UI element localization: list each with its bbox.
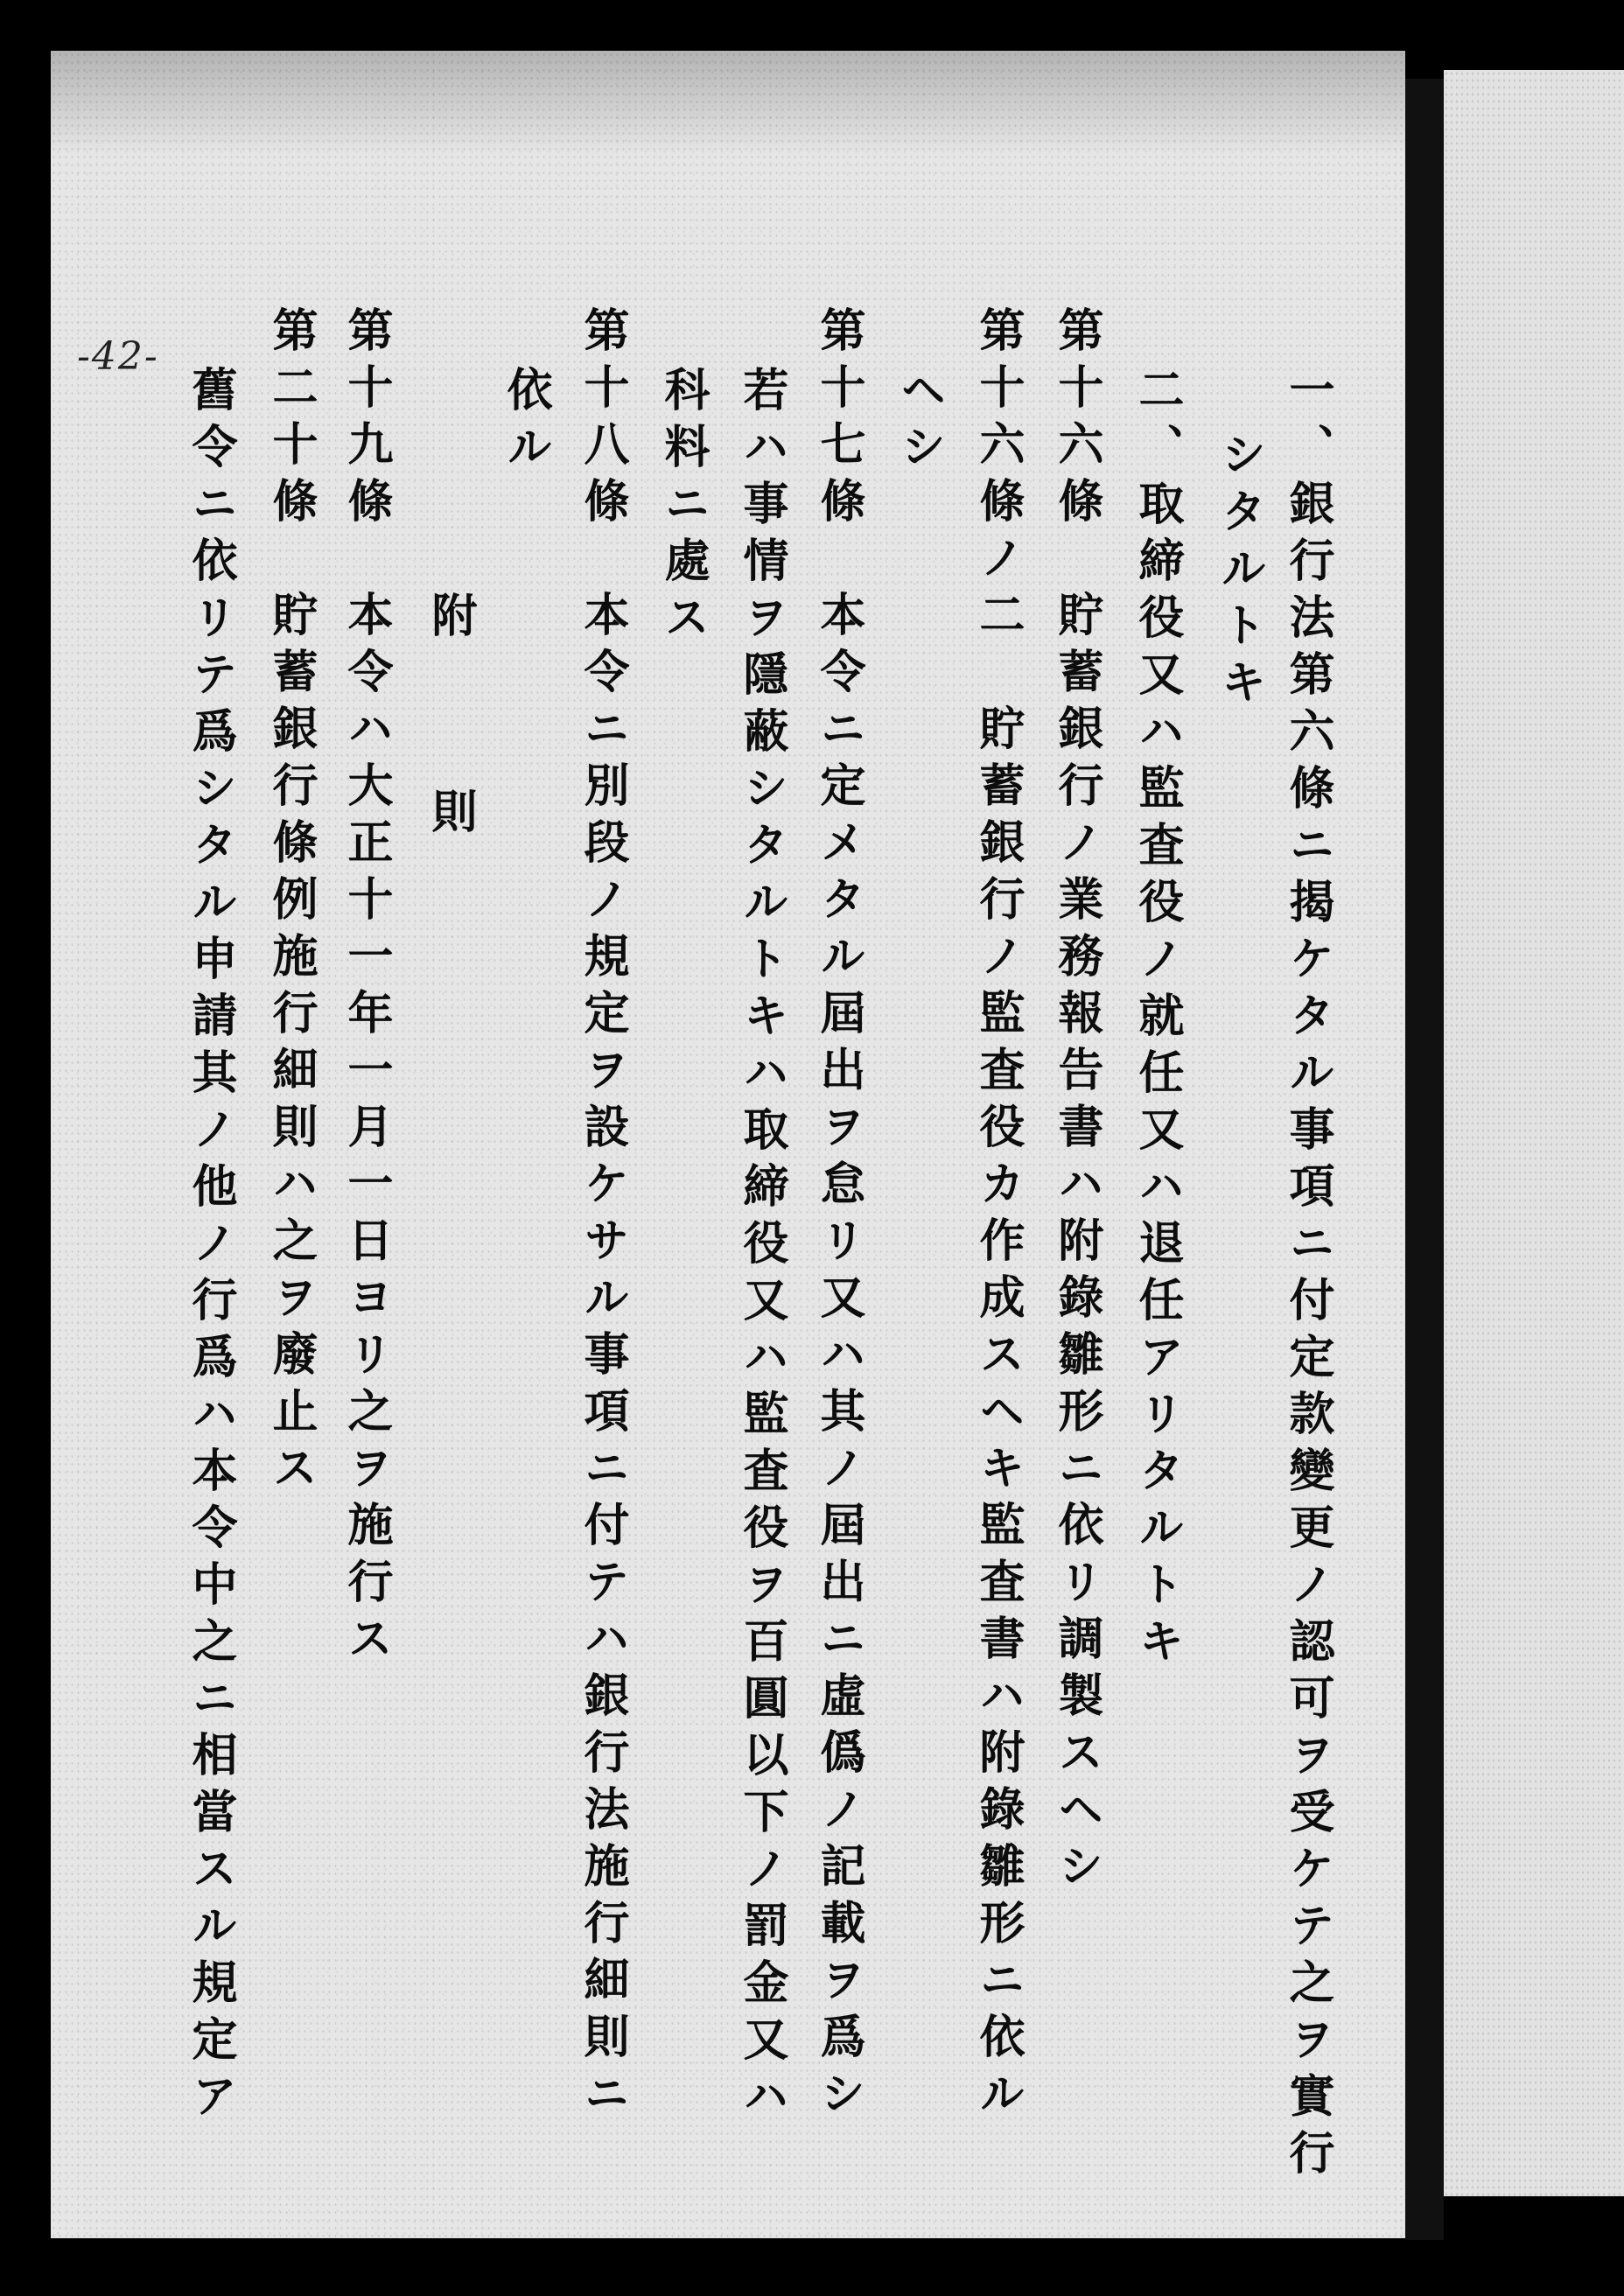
text-column-8: 若ハ事情ヲ隱蔽シタルトキハ取締役又ハ監査役ヲ百圓以下ノ罰金又ハ [735, 366, 788, 2129]
book-spine [1405, 79, 1444, 2240]
text-column-9: 科料ニ處ス [656, 366, 710, 650]
text-column-11: 依ル [499, 366, 552, 480]
scan-noise [51, 51, 1405, 156]
text-column-4: 第十六條 貯蓄銀行ノ業務報告書ハ附錄雛形ニ依リ調製スヘシ [1050, 306, 1103, 1899]
text-column-1: 一、銀行法第六條ニ揭ケタル事項ニ付定款變更ノ認可ヲ受ケテ之ヲ實行 [1281, 366, 1334, 2186]
text-column-7: 第十七條 本令ニ定メタル屆出ヲ怠リ又ハ其ノ屆出ニ虛僞ノ記載ヲ爲シ [812, 306, 865, 2126]
text-column-15: 舊令ニ依リテ爲シタル申請其ノ他ノ行爲ハ本令中之ニ相當スル規定ア [184, 366, 237, 2129]
appendix-heading: 附 則 [424, 592, 477, 886]
text-column-10: 第十八條 本令ニ別段ノ規定ヲ設ケサル事項ニ付テハ銀行法施行細則ニ [576, 306, 629, 2126]
text-column-2: シタルトキ [1213, 430, 1266, 715]
book-page [51, 51, 1405, 2238]
text-column-5: 第十六條ノ二 貯蓄銀行ノ監査役カ作成スヘキ監査書ハ附錄雛形ニ依ル [971, 306, 1025, 2126]
adjacent-page-edge [1444, 70, 1624, 2196]
text-column-6: ヘシ [892, 366, 946, 480]
page-number: -42- [77, 334, 159, 379]
text-column-13: 第十九條 本令ハ大正十一年一月一日ヨリ之ヲ施行ス [340, 306, 393, 1671]
text-column-14: 第二十條 貯蓄銀行條例施行細則ハ之ヲ廢止ス [264, 306, 318, 1501]
text-column-3: 二、取締役又ハ監査役ノ就任又ハ退任アリタルトキ [1130, 366, 1184, 1674]
